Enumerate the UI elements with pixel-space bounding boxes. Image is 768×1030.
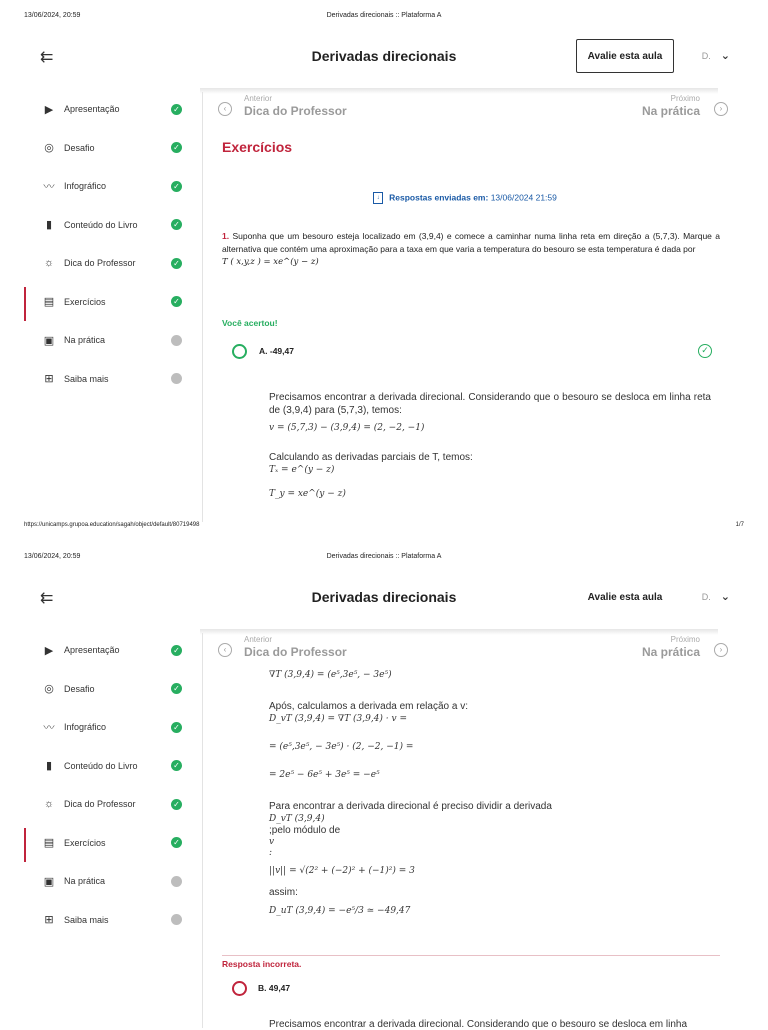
radio-icon[interactable] — [232, 981, 247, 996]
rate-lesson-button[interactable]: Avalie esta aula — [576, 39, 674, 73]
book-icon: ▮ — [45, 219, 53, 232]
explanation-p3: Após, calculamos a derivada em relação a v: — [269, 701, 468, 712]
math-ty: T_y = xe^(y − z) — [269, 489, 346, 499]
nav-next[interactable] — [642, 635, 700, 659]
main-content — [210, 633, 723, 916]
option-a-label: A. -49,47 — [259, 346, 294, 356]
nav-previous[interactable] — [244, 94, 347, 118]
trend-line-icon: 〰 — [43, 181, 55, 194]
sidebar-item-label: Dica do Professor — [64, 258, 136, 269]
explanation-b-partial: Precisamos encontrar a derivada direcional. Considerando que o besouro se desloca em linha — [269, 1019, 688, 1030]
check-circle-icon: ✓ — [171, 722, 182, 733]
play-square-icon: ▶ — [44, 103, 54, 116]
radio-selected-icon[interactable] — [232, 344, 247, 359]
nav-next-label: Na prática — [641, 104, 700, 118]
pending-dot-icon — [171, 373, 182, 384]
question-1 — [222, 230, 720, 269]
nav-next-caption: Próximo — [670, 635, 700, 644]
nav-prev-label: Dica do Professor — [244, 645, 347, 659]
answers-sent-info — [210, 192, 720, 204]
rate-lesson-button[interactable]: Avalie esta aula — [576, 580, 674, 614]
explanation-a-m1-wrap — [269, 422, 711, 435]
sidebar-item-label: Apresentação — [64, 104, 120, 115]
math-result: = 2e⁵ − 6e⁵ + 3e⁵ = −e⁵ — [269, 770, 380, 780]
sidebar-item-dica[interactable] — [24, 244, 200, 283]
lesson-nav — [210, 92, 723, 128]
sidebar-item-label: Infográfico — [64, 722, 107, 733]
check-circle-icon: ✓ — [171, 219, 182, 230]
main-content — [210, 92, 723, 499]
question-formula: T ( x,y,z ) = xe^(y − z) — [222, 257, 319, 267]
nav-prev-caption: Anterior — [244, 94, 273, 103]
target-icon: ◎ — [44, 142, 54, 155]
explanation-m10-wrap — [269, 847, 711, 860]
sidebar-item-label: Na prática — [64, 876, 106, 887]
explanation-m4-wrap — [269, 669, 711, 682]
sidebar-item-conteudo[interactable] — [24, 747, 200, 786]
sidebar-item-label: Exercícios — [64, 296, 106, 307]
sidebar-item-apresentacao[interactable] — [24, 631, 200, 670]
clipboard-icon: ▣ — [43, 334, 55, 347]
sidebar-item-label: Conteúdo do Livro — [64, 760, 138, 771]
math-dv: D_vT (3,9,4) = ∇T (3,9,4) · v = — [269, 714, 407, 724]
print-timestamp: 13/06/2024, 20:59 — [24, 12, 81, 19]
clipboard-icon: ▣ — [43, 875, 55, 888]
explanation-a-m3-wrap — [269, 488, 711, 501]
explanation-a-p1: Precisamos encontrar a derivada direcional. Considerando que o besouro se desloca em linha reta de (3,9,4) para (5,7,3), temos: — [269, 392, 711, 416]
page-title: Derivadas direcionais — [311, 589, 457, 605]
result-correct: Você acertou! — [222, 318, 278, 328]
sidebar-item-desafio[interactable] — [24, 129, 200, 168]
sidebar-item-label: Conteúdo do Livro — [64, 219, 138, 230]
math-gradient: ∇T (3,9,4) = (e⁵,3e⁵, − 3e⁵) — [269, 670, 392, 680]
document-icon: ↓ — [373, 192, 383, 204]
answers-sent-date: 13/06/2024 21:59 — [490, 192, 557, 203]
nav-previous[interactable] — [244, 635, 347, 659]
section-title: Exercícios — [222, 139, 293, 155]
nav-next-label: Na prática — [641, 645, 700, 659]
sidebar-item-saiba-mais[interactable] — [24, 901, 200, 940]
explanation-a-p2: Calculando as derivadas parciais de T, temos: — [269, 452, 473, 463]
check-circle-icon: ✓ — [698, 344, 712, 358]
user-initial: D. — [701, 51, 711, 61]
math-dot: = (e⁵,3e⁵, − 3e⁵) · (2, −2, −1) = — [269, 742, 414, 752]
check-circle-icon: ✓ — [171, 142, 182, 153]
print-footer — [24, 522, 744, 528]
sidebar-item-label: Exercícios — [64, 837, 106, 848]
option-b-label: B. 49,47 — [258, 983, 291, 993]
back-menu-icon[interactable]: ⇇ — [40, 49, 54, 66]
explanation-m11-wrap — [269, 865, 711, 878]
check-circle-icon: ✓ — [171, 296, 182, 307]
sidebar-item-exercicios[interactable] — [24, 283, 200, 322]
nav-next-caption: Próximo — [670, 94, 700, 103]
explanation-m8-wrap — [269, 813, 711, 826]
check-circle-icon: ✓ — [171, 645, 182, 656]
math-tx: Tₓ = e^(y − z) — [269, 465, 335, 475]
chevron-left-icon[interactable]: ‹ — [218, 102, 232, 116]
content-divider — [202, 633, 203, 1028]
print-header — [24, 12, 744, 22]
sidebar-item-label: Saiba mais — [64, 914, 109, 925]
nav-prev-caption: Anterior — [244, 635, 273, 644]
sidebar-item-infografico[interactable] — [24, 708, 200, 747]
sidebar-item-label: Na prática — [64, 335, 106, 346]
question-text: Suponha que um besouro esteja localizado em (3,9,4) e comece a caminhar numa linha reta em direção a (5,7,3). Marque a alternativa que contém uma aproximação para a taxa em que varia a temperatura do besouro se esta temperatura é dada por — [222, 231, 720, 254]
file-plus-icon: ⊞ — [44, 373, 54, 386]
nav-prev-label: Dica do Professor — [244, 104, 347, 118]
sidebar-item-label: Infográfico — [64, 181, 107, 192]
pending-dot-icon — [171, 335, 182, 346]
app-header — [24, 36, 744, 86]
target-icon: ◎ — [44, 683, 54, 696]
math-norm: ||v|| = √(2² + (−2)² + (−1)²) = 3 — [269, 866, 415, 876]
explanation-m6-wrap — [269, 741, 711, 754]
chevron-right-icon[interactable]: › — [714, 102, 728, 116]
sidebar-item-saiba-mais[interactable] — [24, 360, 200, 399]
print-header — [24, 553, 744, 563]
chevron-down-icon: ⌄ — [720, 50, 730, 62]
user-menu[interactable] — [702, 590, 730, 603]
check-circle-icon: ✓ — [171, 683, 182, 694]
sidebar-item-conteudo[interactable] — [24, 206, 200, 245]
document-icon: ▤ — [43, 296, 55, 309]
check-circle-icon: ✓ — [171, 760, 182, 771]
result-incorrect: Resposta incorreta. — [222, 959, 302, 969]
math-colon: : — [269, 848, 273, 858]
print-title: Derivadas direcionais :: Plataforma A — [326, 12, 442, 19]
sidebar-item-label: Desafio — [64, 142, 95, 153]
trend-line-icon: 〰 — [43, 722, 55, 735]
explanation-a-m2-wrap — [269, 464, 711, 477]
pending-dot-icon — [171, 876, 182, 887]
play-square-icon: ▶ — [44, 644, 54, 657]
sidebar-item-label: Apresentação — [64, 645, 120, 656]
option-b[interactable] — [232, 981, 712, 997]
math-final: D_uT (3,9,4) = −e⁵/3 ≃ −49,47 — [269, 906, 411, 916]
option-a[interactable] — [232, 344, 720, 360]
file-plus-icon: ⊞ — [44, 914, 54, 927]
sidebar-item-exercicios[interactable] — [24, 824, 200, 863]
explanation-m12-wrap — [269, 905, 711, 918]
pending-dot-icon — [171, 914, 182, 925]
math-dvt: D_vT (3,9,4) — [269, 814, 325, 824]
nav-next[interactable] — [642, 94, 700, 118]
math-v-symbol: v — [269, 837, 275, 847]
book-icon: ▮ — [45, 760, 53, 773]
explanation-p5: ;pelo módulo de — [269, 825, 341, 836]
chevron-right-icon[interactable]: › — [714, 643, 728, 657]
lightbulb-icon: ☼ — [43, 257, 55, 270]
explanation-p6: assim: — [269, 887, 298, 898]
sidebar-item-label: Saiba mais — [64, 373, 109, 384]
check-circle-icon: ✓ — [171, 837, 182, 848]
app-header — [24, 577, 744, 627]
sidebar-item-label: Dica do Professor — [64, 799, 136, 810]
check-circle-icon: ✓ — [171, 104, 182, 115]
check-circle-icon: ✓ — [171, 799, 182, 810]
sidebar-item-na-pratica[interactable] — [24, 321, 200, 360]
sidebar-item-label: Desafio — [64, 683, 95, 694]
sidebar-item-dica[interactable] — [24, 785, 200, 824]
sidebar-item-na-pratica[interactable] — [24, 862, 200, 901]
check-circle-icon: ✓ — [171, 181, 182, 192]
question-number: 1. — [222, 231, 230, 241]
print-url: https://unicamps.grupoa.education/sagah/object/default/80719498 — [24, 522, 200, 528]
answers-sent-label: Respostas enviadas em: — [389, 192, 489, 203]
print-timestamp: 13/06/2024, 20:59 — [24, 553, 81, 560]
content-divider — [202, 92, 203, 522]
print-title: Derivadas direcionais :: Plataforma A — [326, 553, 442, 560]
explanation-m7-wrap — [269, 769, 711, 782]
chevron-left-icon[interactable]: ‹ — [218, 643, 232, 657]
check-circle-icon: ✓ — [171, 258, 182, 269]
print-page-number: 1/7 — [735, 522, 744, 528]
print-page-2 — [0, 541, 768, 1030]
sidebar-item-infografico[interactable] — [24, 167, 200, 206]
back-menu-icon[interactable]: ⇇ — [40, 590, 54, 607]
sidebar-item-desafio[interactable] — [24, 670, 200, 709]
sidebar — [24, 631, 200, 939]
page-title: Derivadas direcionais — [311, 48, 457, 64]
explanation-p4: Para encontrar a derivada direcional é preciso dividir a derivada — [269, 801, 552, 812]
chevron-down-icon: ⌄ — [720, 591, 730, 603]
user-menu[interactable] — [702, 49, 730, 62]
sidebar-item-apresentacao[interactable] — [24, 90, 200, 129]
lightbulb-icon: ☼ — [43, 798, 55, 811]
explanation-m5-wrap — [269, 713, 711, 726]
lesson-nav — [210, 633, 723, 669]
sidebar — [24, 90, 200, 398]
answer-separator — [222, 955, 720, 956]
document-icon: ▤ — [43, 837, 55, 850]
math-v: v = (5,7,3) − (3,9,4) = (2, −2, −1) — [269, 423, 425, 433]
user-initial: D. — [701, 592, 711, 602]
